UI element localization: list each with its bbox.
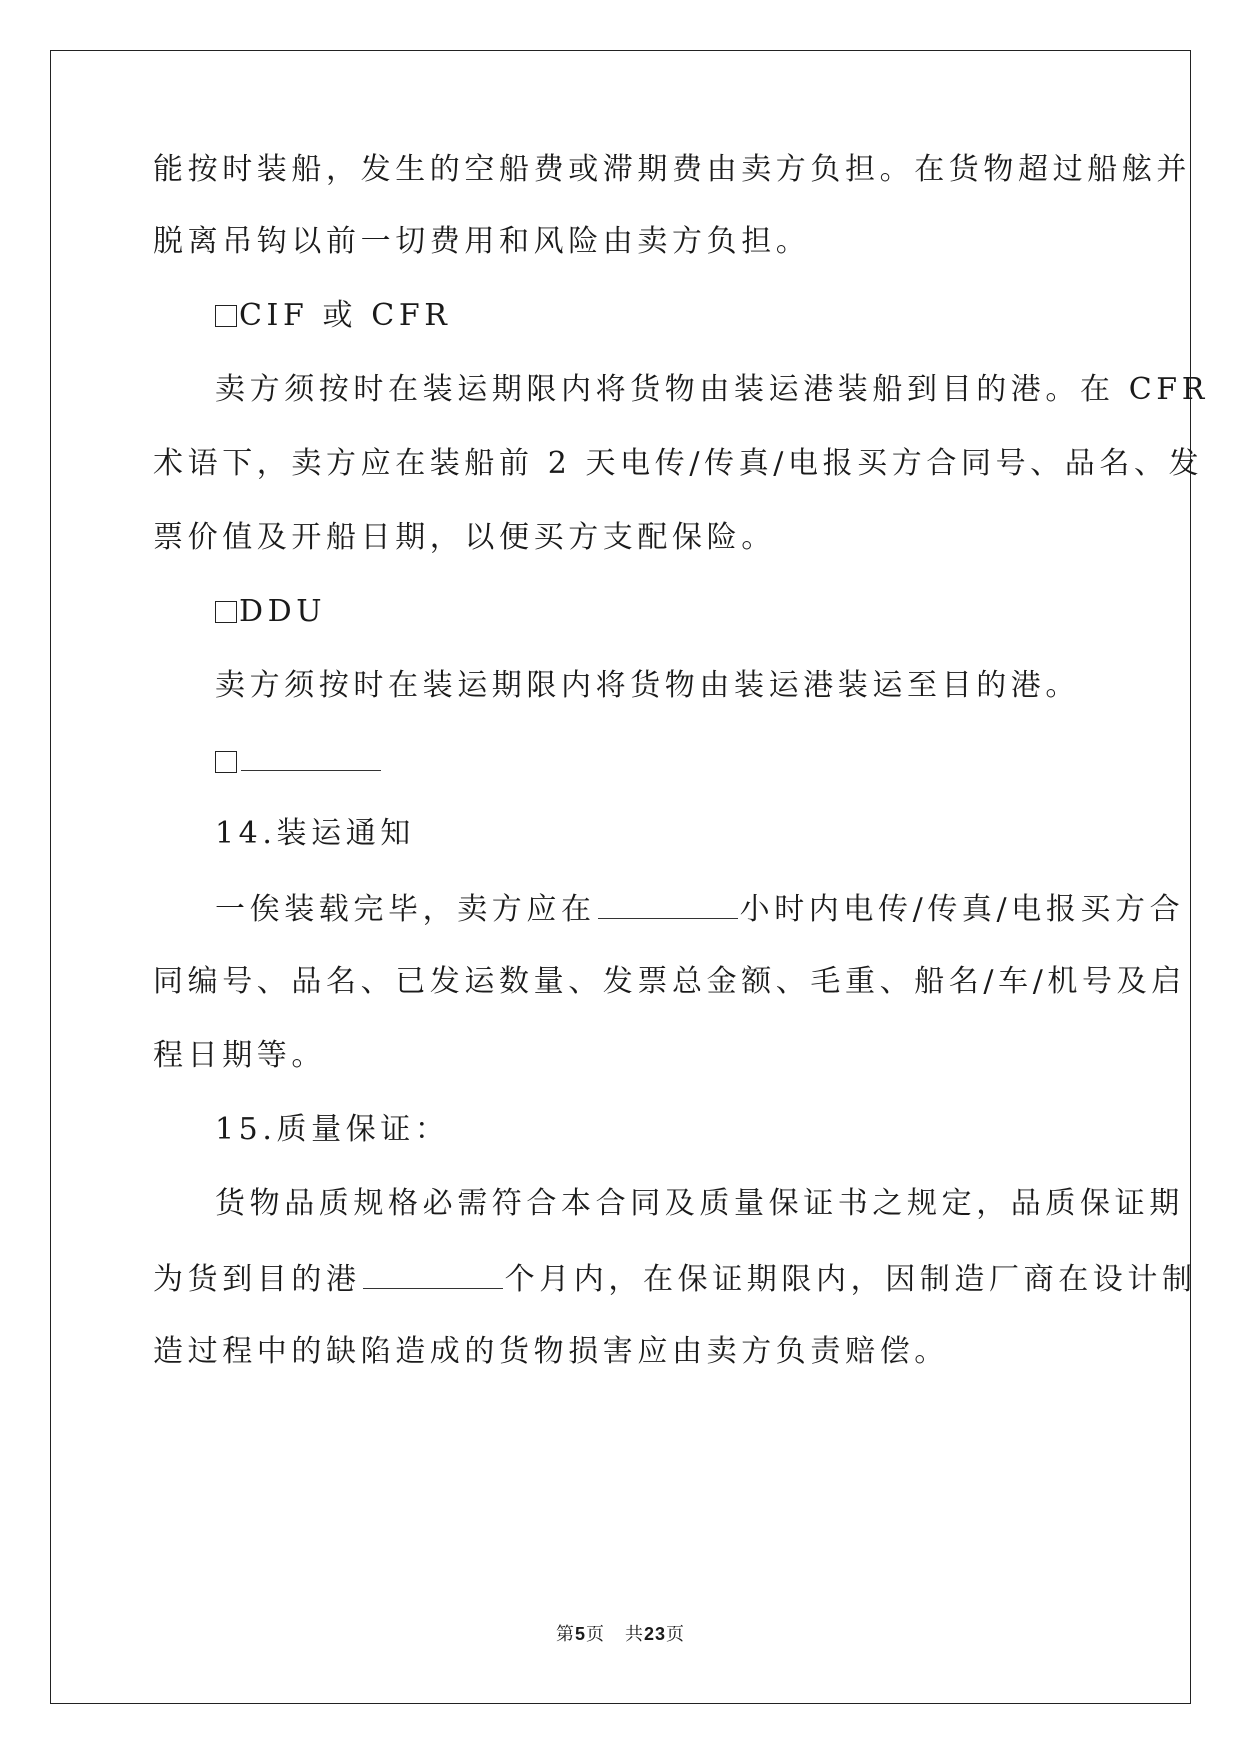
checkbox-icon[interactable] bbox=[215, 601, 237, 623]
blank-field[interactable] bbox=[241, 740, 381, 771]
blank-months[interactable] bbox=[363, 1258, 503, 1289]
text-line: 能按时装船，发生的空船费或滞期费由卖方负担。在货物超过船舷并 bbox=[153, 152, 1191, 187]
text-segment: 为货到目的港 bbox=[153, 1262, 361, 1297]
text-segment: 小时内电传/传真/电报买方合 bbox=[739, 892, 1185, 927]
current-page-number: 5 bbox=[574, 1624, 586, 1644]
footer-total-suffix: 页 bbox=[666, 1624, 686, 1645]
section-heading-15: 15.质量保证： bbox=[215, 1112, 450, 1147]
text-line: 货物品质规格必需符合本合同及质量保证书之规定，品质保证期 bbox=[215, 1186, 1184, 1221]
text-line bbox=[215, 888, 1184, 930]
text-line: 卖方须按时在装运期限内将货物由装运港装船到目的港。在 CFR bbox=[215, 372, 1209, 407]
text-line: 造过程中的缺陷造成的货物损害应由卖方负责赔偿。 bbox=[153, 1334, 949, 1369]
option-label: CIF 或 CFR bbox=[239, 298, 452, 333]
text-line: 卖方须按时在装运期限内将货物由装运港装运至目的港。 bbox=[215, 668, 1080, 703]
text-line: 程日期等。 bbox=[153, 1038, 326, 1073]
text-line: 脱离吊钩以前一切费用和风险由卖方负担。 bbox=[153, 224, 811, 259]
footer-page-suffix: 页 bbox=[585, 1624, 605, 1645]
checkbox-icon[interactable] bbox=[215, 305, 237, 327]
option-other bbox=[215, 740, 383, 782]
text-line: 同编号、品名、已发运数量、发票总金额、毛重、船名/车/机号及启 bbox=[153, 964, 1186, 999]
page-footer bbox=[0, 1620, 1241, 1646]
option-label: DDU bbox=[239, 594, 327, 629]
text-line: 票价值及开船日期，以便买方支配保险。 bbox=[153, 520, 776, 555]
checkbox-icon[interactable] bbox=[215, 751, 237, 773]
section-heading-14: 14.装运通知 bbox=[215, 816, 415, 851]
blank-hours[interactable] bbox=[598, 888, 738, 919]
option-ddu bbox=[215, 592, 326, 632]
text-segment: 一俟装载完毕，卖方应在 bbox=[215, 892, 596, 927]
footer-prefix: 第 bbox=[555, 1624, 575, 1645]
option-cif-cfr bbox=[215, 296, 451, 336]
footer-total-prefix: 共 bbox=[624, 1624, 644, 1645]
total-page-number: 23 bbox=[643, 1624, 667, 1644]
text-segment: 个月内，在保证期限内，因制造厂商在设计制 bbox=[504, 1262, 1197, 1297]
text-line: 术语下，卖方应在装船前 2 天电传/传真/电报买方合同号、品名、发 bbox=[153, 446, 1204, 481]
text-line bbox=[153, 1258, 1197, 1300]
